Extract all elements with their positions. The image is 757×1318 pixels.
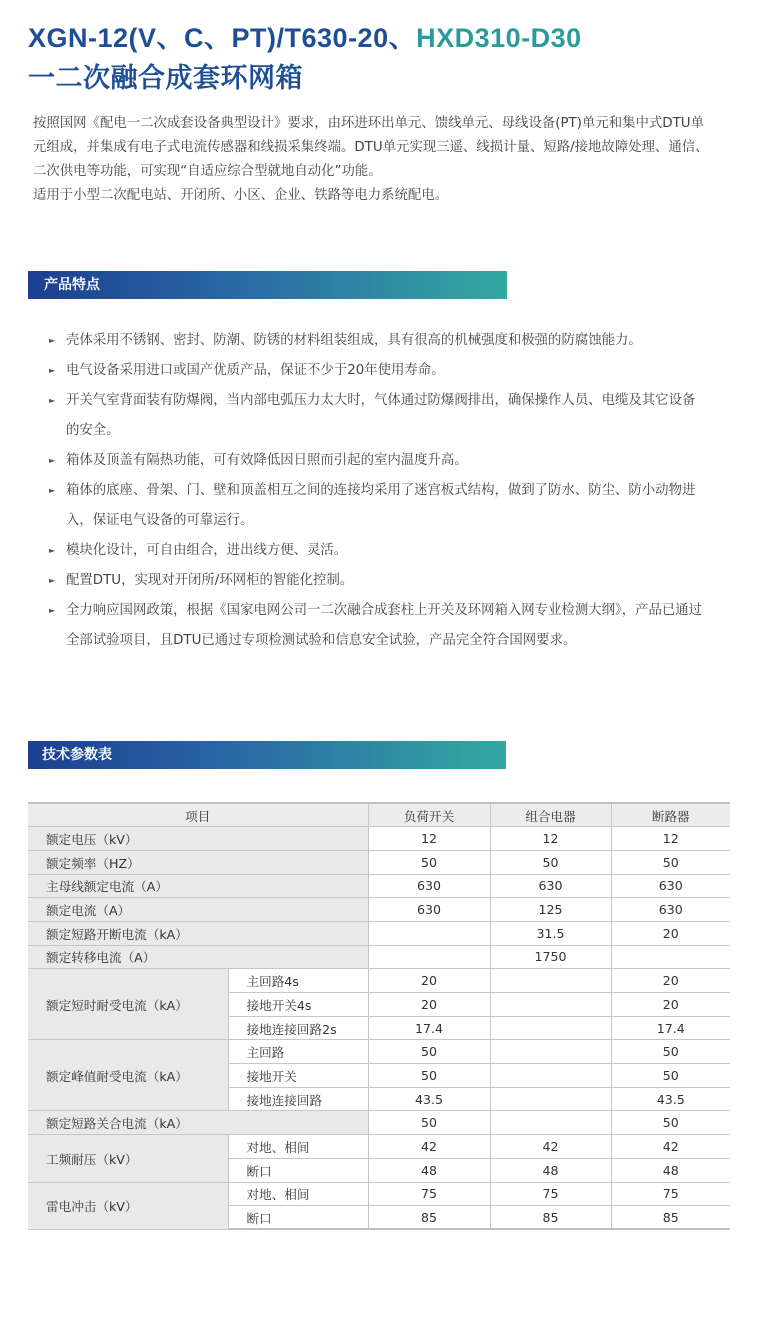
cell-combo	[490, 1064, 611, 1088]
feature-text: 模块化设计，可自由组合，进出线方便、灵活。	[66, 543, 348, 558]
feature-item	[46, 536, 706, 566]
cell-combo	[490, 1040, 611, 1064]
cell-load: 20	[368, 993, 490, 1017]
cell-breaker: 42	[611, 1135, 730, 1159]
model-name-teal: HXD310-D30	[416, 23, 582, 53]
group-label: 额定峰值耐受电流（kA）	[28, 1040, 228, 1111]
cell-combo: 12	[490, 827, 611, 851]
cell-breaker: 17.4	[611, 1016, 730, 1040]
params-heading-bar: 技术参数表	[28, 741, 506, 769]
cell-breaker: 50	[611, 1064, 730, 1088]
row-label: 额定转移电流（A）	[28, 945, 368, 969]
product-subtitle: 一二次融合成套环网箱	[28, 63, 303, 93]
sub-label: 接地连接回路2s	[228, 1016, 368, 1040]
sub-label: 断口	[228, 1158, 368, 1182]
cell-breaker: 50	[611, 1111, 730, 1135]
group-label: 工频耐压（kV）	[28, 1135, 228, 1182]
table-row	[28, 850, 730, 874]
technical-parameters-table	[28, 802, 730, 1230]
feature-text: 电气设备采用进口或国产优质产品，保证不少于20年使用寿命。	[66, 363, 445, 378]
table-header-row	[28, 803, 730, 827]
bullet-arrow-icon: ►	[49, 336, 56, 345]
cell-combo: 1750	[490, 945, 611, 969]
bullet-arrow-icon: ►	[49, 606, 56, 615]
sub-label: 接地连接回路	[228, 1087, 368, 1111]
header-circuit-breaker: 断路器	[611, 803, 730, 827]
feature-text: 箱体及顶盖有隔热功能，可有效降低因日照而引起的室内温度升高。	[66, 453, 468, 468]
table-row	[28, 1040, 730, 1064]
cell-breaker: 50	[611, 1040, 730, 1064]
cell-breaker	[611, 945, 730, 969]
feature-item	[46, 386, 706, 446]
row-label: 额定电流（A）	[28, 898, 368, 922]
bullet-arrow-icon: ►	[49, 396, 56, 405]
sub-label: 接地开关	[228, 1064, 368, 1088]
cell-load: 50	[368, 1040, 490, 1064]
feature-text: 开关气室背面装有防爆阀，当内部电弧压力太大时，气体通过防爆阀排出，确保操作人员、电缆及其它设备的安全。	[66, 393, 696, 438]
sub-label: 接地开关4s	[228, 993, 368, 1017]
cell-load: 17.4	[368, 1016, 490, 1040]
row-label: 额定电压（kV）	[28, 827, 368, 851]
cell-combo	[490, 969, 611, 993]
cell-combo: 630	[490, 874, 611, 898]
cell-load: 48	[368, 1158, 490, 1182]
feature-item	[46, 566, 706, 596]
cell-breaker: 43.5	[611, 1087, 730, 1111]
intro-paragraph-1: 按照国网《配电一二次成套设备典型设计》要求，由环进环出单元、馈线单元、母线设备(PT)单元和集中式DTU单元组成，并集成有电子式电流传感器和线损采集终端。DTU单元实现三遥、线损计量、短路/接地故障处理、通信、二次供电等功能，可实现“自适应综合型就地自动化”功能。	[33, 116, 709, 179]
cell-load: 42	[368, 1135, 490, 1159]
bullet-arrow-icon: ►	[49, 456, 56, 465]
cell-breaker: 48	[611, 1158, 730, 1182]
bullet-arrow-icon: ►	[49, 546, 56, 555]
table-row	[28, 1182, 730, 1206]
table-row	[28, 921, 730, 945]
feature-text: 配置DTU，实现对开闭所/环网柜的智能化控制。	[66, 573, 354, 588]
feature-item	[46, 596, 706, 656]
cell-combo: 75	[490, 1182, 611, 1206]
cell-load: 12	[368, 827, 490, 851]
table-row	[28, 874, 730, 898]
sub-label: 主回路4s	[228, 969, 368, 993]
cell-combo: 85	[490, 1206, 611, 1230]
cell-load: 50	[368, 850, 490, 874]
cell-load: 85	[368, 1206, 490, 1230]
feature-item	[46, 476, 706, 536]
cell-combo	[490, 1111, 611, 1135]
bullet-arrow-icon: ►	[49, 576, 56, 585]
cell-load: 20	[368, 969, 490, 993]
table-row	[28, 827, 730, 851]
feature-item	[46, 446, 706, 476]
cell-load: 50	[368, 1111, 490, 1135]
cell-breaker: 50	[611, 850, 730, 874]
cell-combo: 31.5	[490, 921, 611, 945]
cell-breaker: 20	[611, 921, 730, 945]
row-label: 额定频率（HZ）	[28, 850, 368, 874]
row-label: 额定短路关合电流（kA）	[28, 1111, 368, 1135]
cell-breaker: 75	[611, 1182, 730, 1206]
cell-combo	[490, 993, 611, 1017]
cell-combo: 48	[490, 1158, 611, 1182]
cell-breaker: 20	[611, 969, 730, 993]
model-name-blue: XGN-12(V、C、PT)/T630-20、	[28, 23, 417, 53]
cell-combo	[490, 1016, 611, 1040]
cell-breaker: 85	[611, 1206, 730, 1230]
bullet-arrow-icon: ►	[49, 366, 56, 375]
row-label: 主母线额定电流（A）	[28, 874, 368, 898]
cell-breaker: 630	[611, 874, 730, 898]
feature-text: 箱体的底座、骨架、门、壁和顶盖相互之间的连接均采用了迷宫板式结构，做到了防水、防尘、防小动物进入，保证电气设备的可靠运行。	[66, 483, 696, 528]
table-row	[28, 898, 730, 922]
intro-text	[33, 112, 713, 208]
cell-breaker: 630	[611, 898, 730, 922]
table-row	[28, 1111, 730, 1135]
features-list	[46, 326, 706, 656]
cell-combo: 125	[490, 898, 611, 922]
group-label: 额定短时耐受电流（kA）	[28, 969, 228, 1040]
table-row	[28, 945, 730, 969]
row-label: 额定短路开断电流（kA）	[28, 921, 368, 945]
cell-breaker: 20	[611, 993, 730, 1017]
model-title-line	[28, 18, 748, 58]
header-combined-apparatus: 组合电器	[490, 803, 611, 827]
cell-load: 75	[368, 1182, 490, 1206]
header-item: 项目	[28, 803, 368, 827]
feature-item	[46, 356, 706, 386]
sub-label: 断口	[228, 1206, 368, 1230]
cell-load: 43.5	[368, 1087, 490, 1111]
cell-combo	[490, 1087, 611, 1111]
cell-combo: 42	[490, 1135, 611, 1159]
page-title	[28, 18, 748, 98]
table-row	[28, 1135, 730, 1159]
cell-combo: 50	[490, 850, 611, 874]
sub-label: 对地、相间	[228, 1182, 368, 1206]
feature-text: 全力响应国网政策，根据《国家电网公司一二次融合成套柱上开关及环网箱入网专业检测大纲》，产品已通过全部试验项目，且DTU已通过专项检测试验和信息安全试验，产品完全符合国网要求。	[66, 603, 703, 648]
table-row	[28, 969, 730, 993]
feature-text: 壳体采用不锈钢、密封、防潮、防锈的材料组装组成，具有很高的机械强度和极强的防腐蚀能力。	[66, 333, 642, 348]
header-load-switch: 负荷开关	[368, 803, 490, 827]
bullet-arrow-icon: ►	[49, 486, 56, 495]
feature-item	[46, 326, 706, 356]
cell-load	[368, 945, 490, 969]
sub-label: 主回路	[228, 1040, 368, 1064]
intro-paragraph-2: 适用于小型二次配电站、开闭所、小区、企业、铁路等电力系统配电。	[33, 188, 449, 203]
group-label: 雷电冲击（kV）	[28, 1182, 228, 1229]
features-heading-bar: 产品特点	[28, 271, 507, 299]
cell-load: 630	[368, 874, 490, 898]
cell-load: 630	[368, 898, 490, 922]
cell-load	[368, 921, 490, 945]
cell-load: 50	[368, 1064, 490, 1088]
cell-breaker: 12	[611, 827, 730, 851]
sub-label: 对地、相间	[228, 1135, 368, 1159]
